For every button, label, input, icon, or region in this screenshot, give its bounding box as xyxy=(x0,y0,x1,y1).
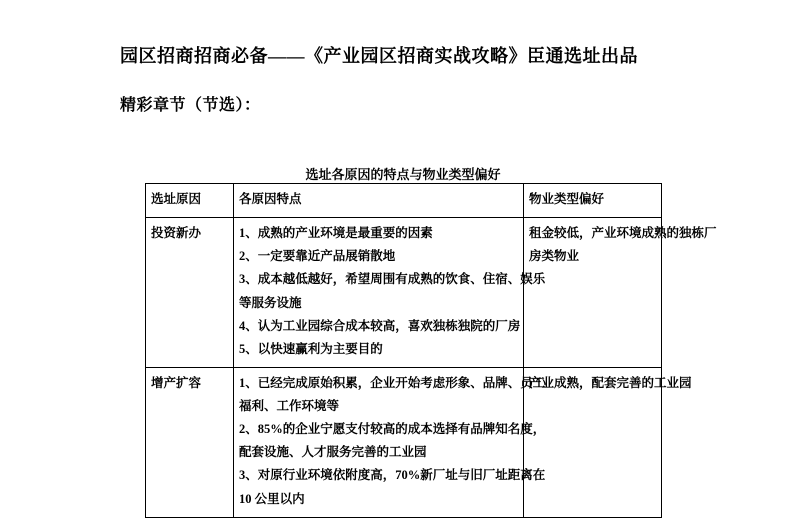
feature-line: 福利、工作环境等 xyxy=(239,399,340,413)
page-subtitle: 精彩章节（节选）： xyxy=(120,97,261,114)
preference-line: 租金较低，产业环境成熟的独栋厂 xyxy=(529,226,717,241)
table-cell-preference xyxy=(524,218,717,368)
table-header-cell-features: 各原因特点 xyxy=(234,184,524,218)
feature-line: 1、成熟的产业环境是最重要的因素 xyxy=(239,226,433,241)
table-cell-features xyxy=(234,367,546,517)
preference-line: 房类物业 xyxy=(529,249,580,264)
page-title: 园区招商招商必备——《产业园区招商实战攻略》臣通选址出品 xyxy=(120,46,638,66)
feature-line: 4、认为工业园综合成本较高，喜欢独栋独院的厂房 xyxy=(239,318,521,333)
table-row xyxy=(146,367,662,517)
selection-reason-table xyxy=(145,183,717,518)
feature-line: 3、成本越低越好，希望周围有成熟的饮食、住宿、娱乐 xyxy=(239,272,546,287)
feature-line: 配套设施、人才服务完善的工业园 xyxy=(239,445,427,460)
feature-line: 1、已经完成原始积累，企业开始考虑形象、品牌、员工 xyxy=(239,375,546,390)
table-header-cell-preference: 物业类型偏好 xyxy=(524,184,662,218)
table-cell-reason: 增产扩容 xyxy=(146,367,234,517)
table-cell-reason: 投资新办 xyxy=(146,218,234,368)
preference-line: 产业成熟，配套完善的工业园 xyxy=(529,375,692,390)
feature-line: 2、一定要靠近产品展销散地 xyxy=(239,249,396,264)
feature-line: 5、以快速赢利为主要目的 xyxy=(239,341,383,356)
table-header-cell-reason: 选址原因 xyxy=(146,184,234,218)
feature-line: 2、85%的企业宁愿支付较高的成本选择有品牌知名度， xyxy=(239,422,546,437)
feature-line: 等服务设施 xyxy=(239,295,302,310)
table-caption: 选址各原因的特点与物业类型偏好 xyxy=(305,167,501,182)
table-cell-features xyxy=(234,218,546,368)
table-row xyxy=(146,218,662,368)
table-header-row xyxy=(146,184,662,218)
table-cell-preference xyxy=(524,367,692,517)
feature-line: 10 公里以内 xyxy=(239,491,305,506)
feature-line: 3、对原行业环境依附度高，70%新厂址与旧厂址距离在 xyxy=(239,468,546,483)
